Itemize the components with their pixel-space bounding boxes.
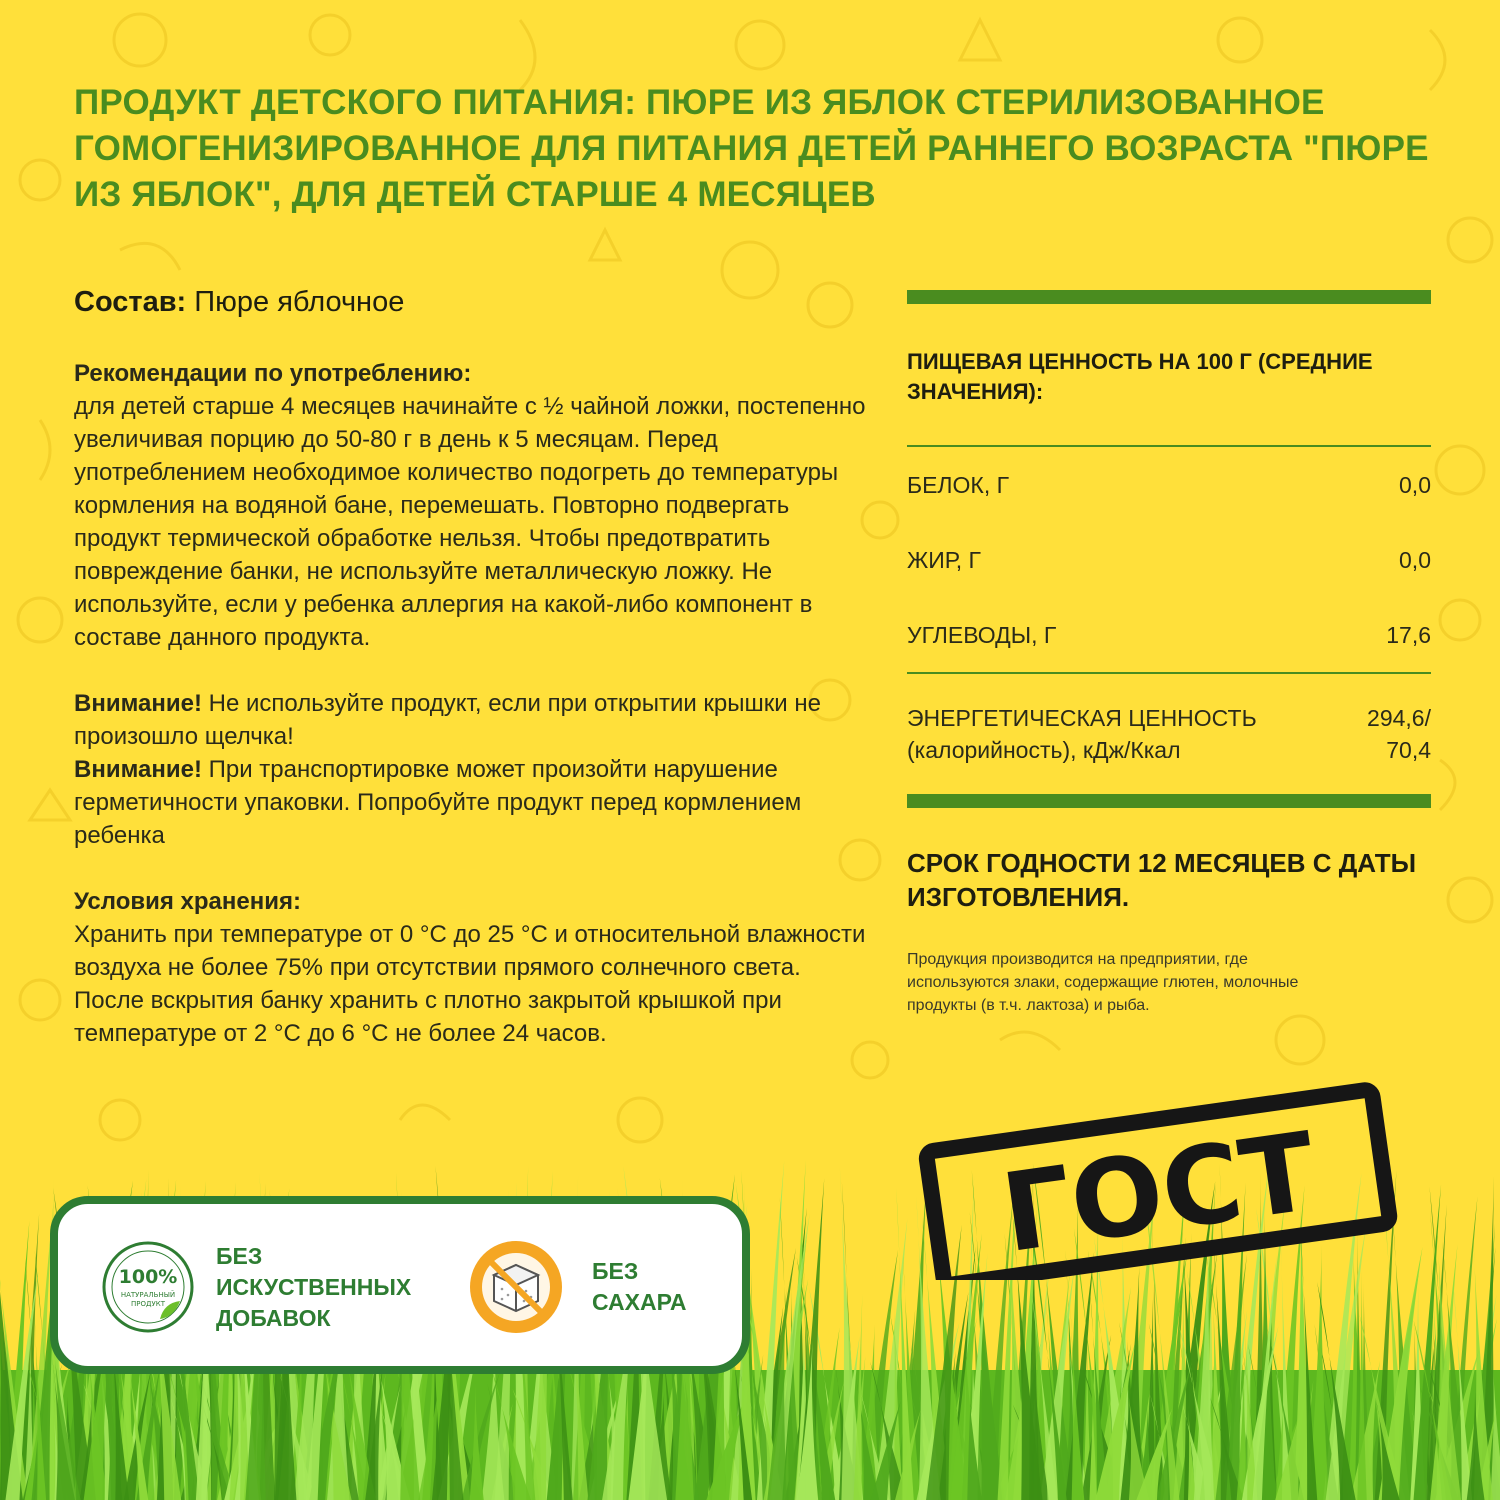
bottom-divider <box>907 794 1431 808</box>
product-title: ПРОДУКТ ДЕТСКОГО ПИТАНИЯ: ПЮРЕ ИЗ ЯБЛОК СТЕРИЛИЗОВАННОЕ ГОМОГЕНИЗИРОВАННОЕ ДЛЯ ПИТАНИЯ ДЕТЕЙ РАННЕГО ВОЗРАСТА "ПЮРЕ ИЗ ЯБЛОК", ДЛЯ ДЕТЕЙ СТАРШЕ 4 МЕСЯЦЕВ <box>74 83 1429 214</box>
storage-text: Хранить при температуре от 0 °С до 25 °С и относительной влажности воздуха не более 75% при отсутствии прямого солнечного света. После вскрытия банку хранить с плотно закрытой крышкой при температуре от 2 °С до 6 °С не более 24 часов. <box>74 921 866 1047</box>
energy-label-line1: ЭНЕРГЕТИЧЕСКАЯ ЦЕННОСТЬ <box>907 705 1257 731</box>
shelf-life: СРОК ГОДНОСТИ 12 МЕСЯЦЕВ С ДАТЫ ИЗГОТОВЛЕНИЯ. <box>907 848 1417 912</box>
composition <box>74 283 874 321</box>
nutrition-row-protein <box>907 447 1431 522</box>
nutrition-panel <box>907 290 1431 1017</box>
badge-line: ИСКУСТВЕННЫХ <box>216 1273 412 1300</box>
nutrition-label: ЖИР, Г <box>907 546 981 573</box>
nutrition-title: ПИЩЕВАЯ ЦЕННОСТЬ НА 100 Г (СРЕДНИЕ ЗНАЧЕНИЯ): <box>907 349 1373 404</box>
energy-label <box>907 702 1257 766</box>
badge-line: ДОБАВОК <box>216 1304 331 1331</box>
storage-label: Условия хранения: <box>74 888 301 915</box>
nutrition-row-fat <box>907 522 1431 597</box>
recommendations <box>74 357 874 654</box>
badge-line: БЕЗ <box>216 1242 263 1269</box>
nutrition-row-energy <box>907 674 1431 794</box>
composition-value: Пюре яблочное <box>186 286 405 318</box>
allergen-note: Продукция производится на предприятии, где используются злаки, содержащие глютен, молочные продукты (в т.ч. лактоза) и рыба. <box>907 951 1299 1014</box>
seal-text-1: НАТУРАЛЬНЫЙ <box>120 1291 176 1299</box>
badge-no-additives <box>98 1237 411 1337</box>
feature-badges <box>50 1196 750 1374</box>
energy-label-line2: (калорийность), кДж/Ккал <box>907 737 1181 763</box>
gost-stamp-text: ГОСТ <box>994 1109 1323 1278</box>
warning-1 <box>74 687 874 753</box>
storage-conditions <box>74 885 874 1050</box>
warning-2-text: При транспортировке может произойти нарушение герметичности упаковки. Попробуйте продукт перед кормлением ребенка <box>74 756 802 849</box>
left-column <box>74 283 874 1050</box>
recommendations-label: Рекомендации по употреблению: <box>74 360 472 387</box>
seal-percent: 100% <box>118 1266 178 1288</box>
energy-value-kcal: 70,4 <box>1386 737 1431 763</box>
energy-value-kj: 294,6/ <box>1367 705 1431 731</box>
nutrition-label: БЕЛОК, Г <box>907 471 1010 498</box>
top-divider <box>907 290 1431 304</box>
badge-no-additives-text <box>216 1241 411 1334</box>
nutrition-label: УГЛЕВОДЫ, Г <box>907 621 1057 648</box>
nutrition-value: 0,0 <box>1399 471 1431 498</box>
energy-value <box>1367 702 1431 766</box>
badge-no-sugar-text <box>592 1256 687 1318</box>
warning-1-label: Внимание! <box>74 690 202 717</box>
natural-product-seal-icon <box>98 1237 198 1337</box>
composition-label: Состав: <box>74 286 187 318</box>
gost-stamp <box>912 1080 1402 1280</box>
no-sugar-icon <box>466 1237 566 1337</box>
nutrition-value: 17,6 <box>1386 621 1431 648</box>
warning-2 <box>74 753 874 852</box>
seal-text-2: ПРОДУКТ <box>131 1300 165 1308</box>
badge-line: БЕЗ <box>592 1258 639 1284</box>
nutrition-value: 0,0 <box>1399 546 1431 573</box>
warning-1-text: Не используйте продукт, если при открытии крышки не произошло щелчка! <box>74 690 821 750</box>
badge-line: САХАРА <box>592 1289 687 1315</box>
nutrition-row-carbs <box>907 597 1431 672</box>
recommendations-text: для детей старше 4 месяцев начинайте с ½ чайной ложки, постепенно увеличивая порцию до 50-80 г в день к 5 месяцам. Перед употреблением необходимое количество подогреть до температуры кормления на водяной бане, перемешать. Повторно подвергать продукт термической обработке нельзя. Чтобы предотвратить повреждение банки, не используйте металлическую ложку. Не используйте, если у ребенка аллергия на какой-либо компонент в составе данного продукта. <box>74 393 866 651</box>
warning-2-label: Внимание! <box>74 756 202 783</box>
badge-no-sugar <box>466 1237 687 1337</box>
